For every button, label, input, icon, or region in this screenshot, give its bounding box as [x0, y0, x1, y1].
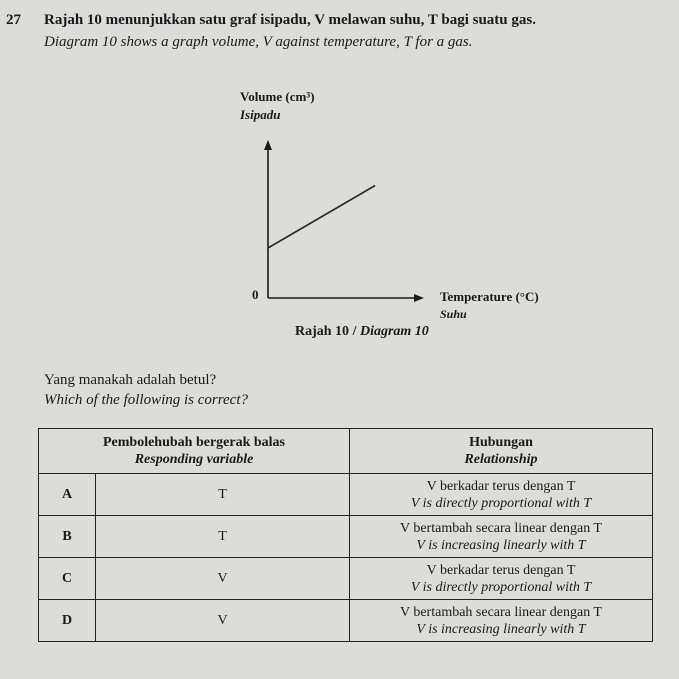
option-row-b[interactable] [39, 516, 653, 558]
option-row-c[interactable] [39, 558, 653, 600]
y-axis-label-malay: Isipadu [240, 107, 281, 122]
prompt-english: Which of the following is correct? [44, 392, 249, 408]
header-col1-english: Responding variable [134, 452, 254, 467]
y-axis-label: Volume (cm³) [240, 89, 315, 104]
option-relationship [350, 474, 653, 516]
question-text-english: Diagram 10 shows a graph volume, V against temperature, T for a gas. [44, 34, 473, 50]
option-relationship [350, 516, 653, 558]
option-variable: V [96, 600, 350, 642]
option-variable: V [96, 558, 350, 600]
header-col2-english: Relationship [464, 452, 538, 467]
header-responding-variable [39, 429, 350, 474]
relationship-english: V is directly proportional with T [410, 495, 592, 511]
option-letter: D [39, 600, 96, 642]
option-row-a[interactable] [39, 474, 653, 516]
question-number: 27 [6, 12, 21, 28]
relationship-english: V is directly proportional with T [410, 579, 592, 595]
caption-english: Diagram 10 [359, 324, 429, 339]
relationship-english: V is increasing linearly with T [416, 621, 586, 637]
option-letter: B [39, 516, 96, 558]
option-letter: A [39, 474, 96, 516]
y-axis-arrowhead [264, 140, 272, 150]
caption-malay: Rajah 10 [295, 324, 350, 339]
question-text-malay: Rajah 10 menunjukkan satu graf isipadu, V melawan suhu, T bagi suatu gas. [44, 12, 536, 28]
relationship-malay: V berkadar terus dengan T [426, 478, 576, 494]
table-header-row [39, 429, 653, 474]
x-axis-arrowhead [414, 294, 424, 302]
relationship-malay: V bertambah secara linear dengan T [399, 520, 602, 536]
diagram-caption [295, 324, 429, 340]
relationship-english: V is increasing linearly with T [416, 537, 586, 553]
option-relationship [350, 600, 653, 642]
data-line-series-v [268, 186, 375, 249]
option-variable: T [96, 516, 350, 558]
header-col2-malay: Hubungan [469, 435, 533, 450]
origin-label: 0 [252, 287, 259, 302]
relationship-malay: V bertambah secara linear dengan T [399, 604, 602, 620]
x-axis-label: Temperature (°C) [440, 289, 539, 304]
relationship-malay: V berkadar terus dengan T [426, 562, 576, 578]
caption-separator: / [349, 324, 360, 339]
header-relationship [350, 429, 653, 474]
option-letter: C [39, 558, 96, 600]
options-table [38, 428, 653, 642]
option-row-d[interactable] [39, 600, 653, 642]
option-relationship [350, 558, 653, 600]
option-variable: T [96, 474, 350, 516]
x-axis-label-malay: Suhu [440, 307, 467, 321]
prompt-malay: Yang manakah adalah betul? [44, 372, 217, 388]
header-col1-malay: Pembolehubah bergerak balas [102, 435, 285, 450]
